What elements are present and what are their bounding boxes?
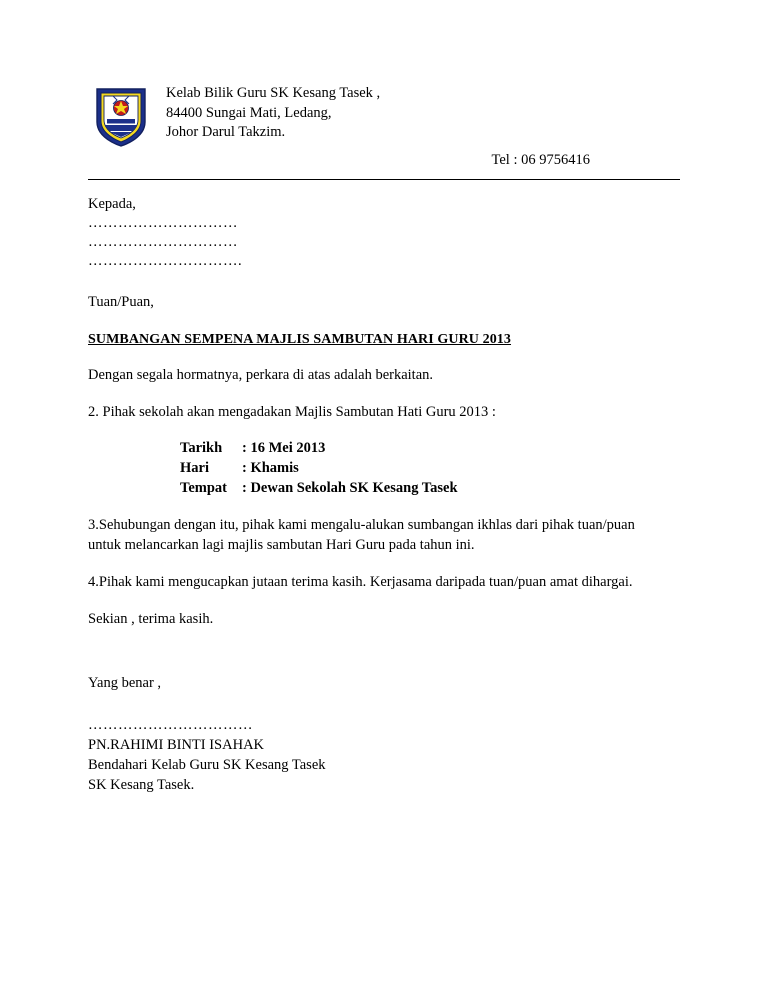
event-detail-value: : Khamis: [242, 459, 299, 476]
event-detail-value: : 16 Mei 2013: [242, 439, 326, 456]
org-line-1: Kelab Bilik Guru SK Kesang Tasek ,: [166, 85, 381, 101]
event-detail-row: [180, 478, 680, 498]
signature-closing: Yang benar ,: [88, 674, 162, 691]
event-detail-label: Tempat: [180, 479, 227, 496]
header-divider: [88, 179, 680, 180]
body-paragraph-5: Sekian , terima kasih.: [88, 610, 214, 627]
signature-block: [88, 673, 680, 795]
organization-address: [166, 84, 680, 143]
body-paragraph-1: Dengan segala hormatnya, perkara di atas adalah berkaitan.: [88, 366, 434, 383]
body-paragraph-3-line-2: untuk melancarkan lagi majlis sambutan Hari Guru pada tahun ini.: [88, 536, 475, 553]
org-line-2: 84400 Sungai Mati, Ledang,: [166, 104, 332, 121]
event-detail-row: [180, 438, 680, 458]
event-details: [180, 438, 680, 498]
signatory-position: Bendahari Kelab Guru SK Kesang Tasek: [88, 756, 326, 773]
event-detail-value: : Dewan Sekolah SK Kesang Tasek: [242, 479, 458, 496]
signatory-school: SK Kesang Tasek.: [88, 776, 195, 793]
telephone-line: Tel : 06 9756416: [491, 151, 590, 168]
letterhead: [88, 84, 680, 169]
signatory-name: PN.RAHIMI BINTI ISAHAK: [88, 736, 265, 753]
letter-subject: SUMBANGAN SEMPENA MAJLIS SAMBUTAN HARI GURU 2013: [88, 331, 512, 347]
recipient-label: Kepada,: [88, 195, 136, 212]
event-detail-label: Tarikh: [180, 439, 223, 456]
recipient-line-3: ………………………….: [88, 252, 243, 269]
letter-container: [88, 84, 680, 795]
school-crest-icon: [93, 86, 149, 148]
body-paragraph-4: 4.Pihak kami mengucapkan jutaan terima kasih. Kerjasama daripada tuan/puan amat dihargai.: [88, 573, 633, 590]
body-paragraph-3: [88, 515, 680, 555]
event-detail-row: [180, 458, 680, 478]
body-paragraph-3-line-1: 3.Sehubungan dengan itu, pihak kami mengalu-alukan sumbangan ikhlas dari pihak tuan/puan: [88, 516, 635, 533]
recipient-line-2: …………………………: [88, 233, 238, 250]
body-paragraph-2: 2. Pihak sekolah akan mengadakan Majlis Sambutan Hati Guru 2013 :: [88, 403, 496, 420]
salutation: Tuan/Puan,: [88, 293, 154, 310]
org-line-3: Johor Darul Takzim.: [166, 124, 286, 140]
signature-line: ……………………………: [88, 716, 253, 733]
event-detail-label: Hari: [180, 459, 209, 476]
recipient-line-1: …………………………: [88, 214, 238, 231]
